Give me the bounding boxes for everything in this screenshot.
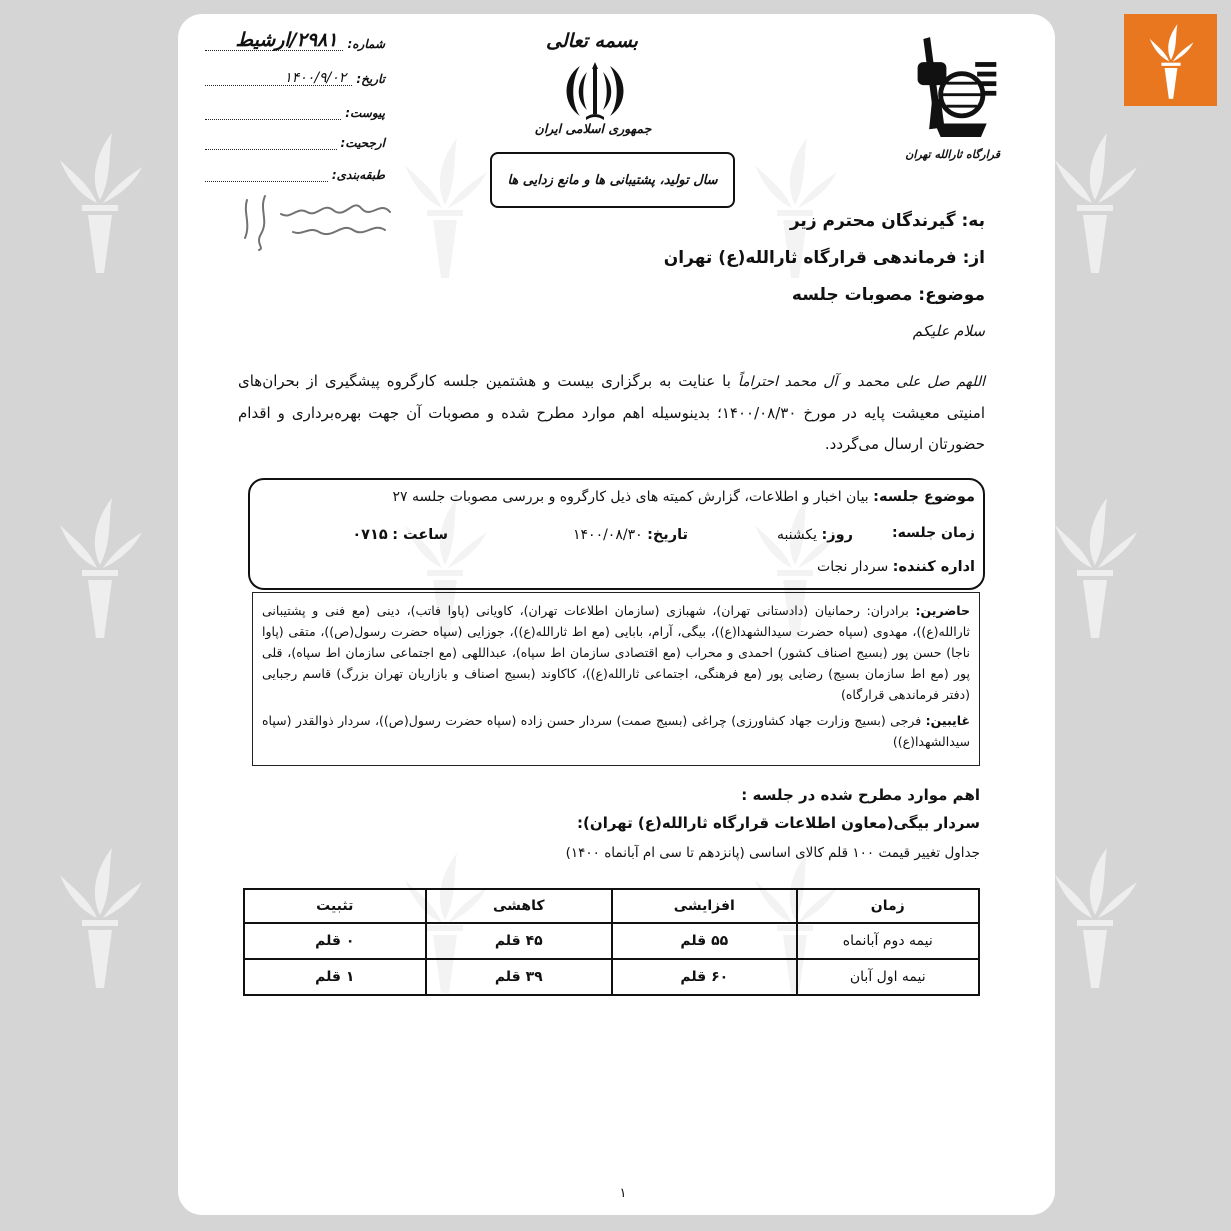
date-value: ۱۴۰۰/۹/۰۲	[284, 70, 347, 86]
cell-period: نیمه دوم آبانماه	[797, 923, 979, 959]
absent-value: فرجی (بسیج وزارت جهاد کشاورزی) چراغی (بسیج صمت) سردار حسن زاده (سپاه حضرت رسول(ص))، سردار ذوالقدر (سپاه سیدالشهدا(ع))	[262, 713, 970, 749]
col-header-increase: افزایشی	[612, 889, 797, 923]
recipient-line: به: گیرندگان محترم زیر	[789, 211, 985, 231]
date-label: تاریخ:	[356, 72, 385, 86]
country-name: جمهوری اسلامی ایران	[534, 121, 652, 136]
handwritten-signature	[225, 190, 395, 252]
table-row	[244, 923, 979, 959]
meeting-subject-row	[392, 486, 975, 508]
number-value: ۲۹۸۱/ارشیط	[235, 29, 338, 51]
participants-box	[252, 592, 980, 766]
watermark-torch-icon	[60, 498, 142, 638]
year-motto-text: سال تولید، پشتیبانی ها و مانع زدایی ها	[507, 172, 718, 188]
year-motto-box	[490, 152, 735, 208]
number-label: شماره:	[347, 37, 385, 51]
meeting-hour-value: ۰۷۱۵	[352, 527, 388, 543]
meeting-date-label: تاریخ:	[647, 527, 688, 543]
meeting-chair-value: سردار نجات	[817, 559, 889, 575]
cell-increase: ۶۰ قلم	[612, 959, 797, 995]
meeting-chair-label: اداره کننده:	[892, 559, 975, 575]
watermark-torch-icon	[1055, 848, 1137, 988]
letter-body	[238, 366, 985, 460]
date-field	[205, 60, 385, 86]
greeting: سلام علیکم	[912, 322, 985, 340]
sender-line: از: فرماندهی قرارگاه ثارالله(ع) تهران	[663, 248, 985, 268]
meeting-day	[777, 524, 853, 546]
org-caption: قرارگاه ثارالله تهران	[905, 148, 1000, 161]
meeting-date-value: ۱۴۰۰/۰۸/۳۰	[573, 527, 643, 543]
meeting-date	[573, 524, 688, 546]
field-line	[205, 98, 341, 120]
present-label: حاضرین:	[915, 603, 970, 618]
meeting-day-value: یکشنبه	[776, 527, 818, 543]
col-header-stable: تثبیت	[244, 889, 426, 923]
attachment-field	[205, 94, 385, 120]
document-page	[178, 14, 1055, 1215]
watermark-torch-icon	[1055, 498, 1137, 638]
cell-stable: ۱ قلم	[244, 959, 426, 995]
iran-emblem-icon	[560, 62, 630, 122]
field-line	[205, 29, 343, 51]
meeting-info-box	[248, 478, 985, 590]
field-line	[205, 160, 328, 182]
present-list	[262, 600, 970, 705]
meeting-day-label: روز:	[821, 527, 853, 543]
field-line	[205, 64, 352, 86]
number-field	[205, 25, 385, 51]
letter-body-text: با عنایت به برگزاری بیست و هشتمین جلسه کارگروه پیشگیری از بحران‌های امنیتی معیشت پایه در مورخ ۱۴۰۰/۰۸/۳۰؛ بدینوسیله اهم موارد مطرح شده و مصوبات آن جهت بهره‌برداری و اقدام حضورتان ارسال می‌گردد.	[238, 372, 985, 453]
col-header-period: زمان	[797, 889, 979, 923]
cell-stable: ۰ قلم	[244, 923, 426, 959]
cell-decrease: ۴۵ قلم	[426, 923, 613, 959]
discussion-heading: اهم موارد مطرح شده در جلسه :	[741, 786, 980, 804]
absent-label: غایبین:	[925, 713, 970, 728]
table-row	[244, 959, 979, 995]
field-line	[205, 128, 337, 150]
absent-list	[262, 710, 970, 752]
classification-label: طبقه‌بندی:	[331, 168, 385, 182]
watermark-torch-icon	[60, 133, 142, 273]
subject-line: موضوع: مصوبات جلسه	[791, 285, 985, 305]
meeting-subject-label: موضوع جلسه:	[873, 489, 975, 505]
page-number: ۱	[619, 1186, 627, 1201]
present-value: برادران: رحمانیان (دادستانی تهران)، شهبازی (سازمان اطلاعات تهران)، کاویانی (پاوا فاتب)، دینی (مع فنی و پشتیبانی ثارالله(ع))، مهدوی (سپاه حضرت سیدالشهدا(ع))، بیگی، آرام، بابایی (مع اط ثارالله(ع))، جوزایی (سپاه حضرت رسول(ص))، متقی (پاوا ناجا) حسن پور (بسیج اصناف کشور) احمدی و محراب (مع اقتصادی سازمان اط سپاه)، عبداللهی (مع اجتماعی سازمان اط سپاه)، قلی پور (مع اط سازمان بسیج) رضایی پور (مع فرهنگی، اجتماعی ثارالله(ع))، کاکاوند (بسیج اصناف و بازاریان تهران بزرگ) قاسم رجبایی (دفتر فرماندهی قرارگاه)	[262, 603, 970, 702]
table-header-row	[244, 889, 979, 923]
cell-period: نیمه اول آبان	[797, 959, 979, 995]
meeting-time-label: زمان جلسه:	[892, 525, 975, 541]
watermark-torch-icon	[1055, 133, 1137, 273]
watermark-torch-icon	[405, 138, 487, 278]
cell-decrease: ۳۹ قلم	[426, 959, 613, 995]
price-change-table	[243, 888, 980, 996]
meeting-subject-value: بیان اخبار و اطلاعات، گزارش کمیته های ذیل کارگروه و بررسی مصوبات جلسه ۲۷	[392, 489, 869, 505]
priority-field	[205, 124, 385, 150]
rferl-torch-icon	[1140, 20, 1202, 100]
attachment-label: پیوست:	[345, 106, 385, 120]
speaker-heading: سردار بیگی(معاون اطلاعات قرارگاه ثارالله(ع) تهران):	[577, 814, 980, 832]
watermark-torch-icon	[60, 848, 142, 988]
cell-increase: ۵۵ قلم	[612, 923, 797, 959]
meeting-hour-label: ساعت :	[392, 527, 448, 543]
irgc-emblem-icon	[908, 32, 1004, 144]
bismillah-heading: بسمه تعالی	[546, 30, 638, 52]
rferl-logo	[1124, 14, 1217, 106]
classification-field	[205, 156, 385, 182]
meeting-hour	[352, 524, 448, 546]
handwritten-salutation: اللهم صل علی محمد و آل محمد احتراماً	[737, 374, 985, 390]
table-caption: جداول تغییر قیمت ۱۰۰ قلم کالای اساسی (پانزدهم تا سی ام آبانماه ۱۴۰۰)	[565, 845, 980, 861]
priority-label: ارجحیت:	[340, 136, 385, 150]
col-header-decrease: کاهشی	[426, 889, 613, 923]
meeting-chair-row	[817, 556, 975, 578]
